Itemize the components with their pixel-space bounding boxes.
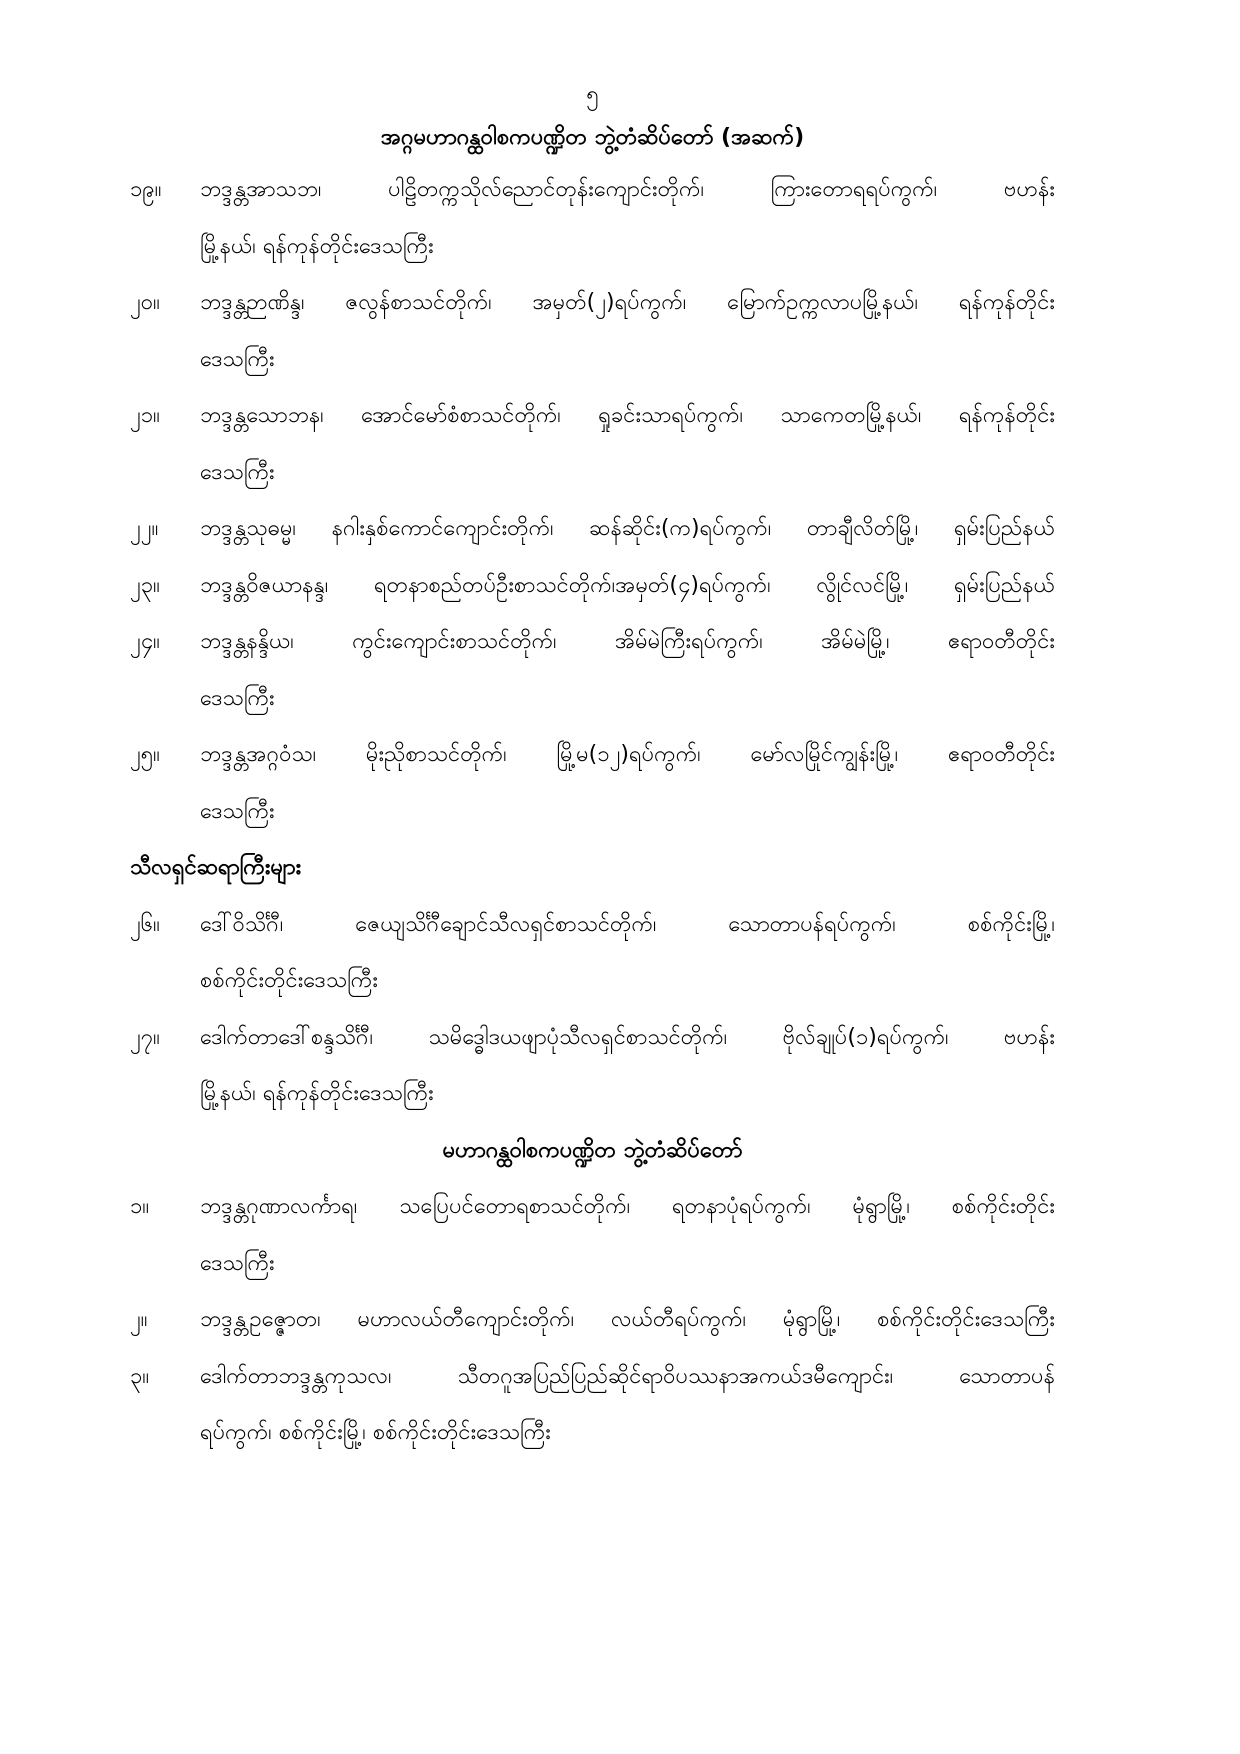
item-number: ၂၇။: [130, 1024, 160, 1050]
list-item: [130, 501, 1055, 558]
item-number: ၁၉။: [130, 177, 162, 202]
item-text: [200, 1292, 1055, 1349]
item-number: ၂။: [130, 1307, 148, 1332]
item-text-line: ရပ်ကွက်၊ စစ်ကိုင်းမြို့၊ စစ်ကိုင်းတိုင်းဒေသကြီး: [200, 1420, 551, 1445]
list-item: [130, 162, 1055, 275]
item-number: ၂၁။: [130, 403, 160, 428]
honoree-list-agga-maha: [130, 162, 1055, 840]
nuns-subheading: သီလရှင်ဆရာကြီးများ: [130, 855, 302, 880]
section-heading-maha: မဟာဂန္ထဝါစကပဏ္ဍိတ ဘွဲ့တံဆိပ်တော်: [442, 1137, 743, 1163]
item-text-line: ဘဒ္ဒန္တဥဇ္ဇောတ၊ မဟာလယ်တီကျောင်းတိုက်၊ လယ်တီရပ်ကွက်၊ မုံရွာမြို့၊ စစ်ကိုင်းတိုင်းဒေသကြီး: [200, 1307, 1055, 1332]
item-text-line: ဒေါက်တာဘဒ္ဒန္တကုသလ၊ သီတဂူအပြည်ပြည်ဆိုင်ရာဝိပဿနာအကယ်ဒမီကျောင်း၊ သောတာပန်: [200, 1363, 1055, 1389]
item-text-line: မြို့နယ်၊ ရန်ကုန်တိုင်းဒေသကြီး: [200, 1081, 434, 1106]
item-number: ၃။: [130, 1363, 150, 1389]
list-item: [130, 1010, 1055, 1123]
item-text: [200, 614, 1055, 727]
list-item: [130, 897, 1055, 1010]
item-number: ၂၃။: [130, 572, 160, 598]
item-text: [200, 162, 1055, 275]
item-text-line: ဘဒ္ဒန္တဂုဏာလင်္ကာရ၊ သပြေပင်တောရစာသင်တိုက်၊ ရတနာပုံရပ်ကွက်၊ မုံရွာမြို့၊ စစ်ကိုင်းတိုင်း: [200, 1194, 1055, 1219]
list-item: [130, 1292, 1055, 1349]
item-text-line: ဒေါ်ဝိသိင်္ဂီ၊ ဇေယျသိင်္ဂီချောင်သီလရှင်စာသင်တိုက်၊ သောတာပန်ရပ်ကွက်၊ စစ်ကိုင်းမြို့၊: [200, 911, 1055, 937]
item-text-line: ဒေသကြီး: [200, 459, 275, 485]
item-number: ၂၂။: [130, 516, 159, 541]
list-item: [130, 1349, 1055, 1462]
item-number: ၂၀။: [130, 290, 160, 315]
item-text-line: ဘဒ္ဒန္တဉာဏိန္ဒ၊ ဇလွန်စာသင်တိုက်၊ အမှတ်(၂)ရပ်ကွက်၊ မြောက်ဥက္ကလာပမြို့နယ်၊ ရန်ကုန်တိုင်း: [200, 290, 1055, 315]
item-text: [200, 558, 1055, 615]
list-item: [130, 275, 1055, 388]
list-item: [130, 727, 1055, 840]
item-text-line: ဒေသကြီး: [200, 685, 275, 711]
item-number: ၂၆။: [130, 911, 160, 937]
item-text-line: ဒေါက်တာဒေါ်စန္ဒသိင်္ဂီ၊ သမိဒ္ဓေါဒယဖျာပုံသီလရှင်စာသင်တိုက်၊ ဗိုလ်ချုပ်(၁)ရပ်ကွက်၊ ဗဟန်း: [200, 1024, 1055, 1050]
item-text: [200, 275, 1055, 388]
item-text-line: ဒေသကြီး: [200, 798, 275, 824]
item-text: [200, 727, 1055, 840]
list-item: [130, 614, 1055, 727]
item-number: ၂၅။: [130, 742, 160, 767]
page-number: ၅: [586, 82, 599, 107]
honoree-list-nuns: [130, 897, 1055, 1123]
item-text: [200, 897, 1055, 1010]
item-text-line: ဘဒ္ဒန္တအာသဘ၊ ပါဠိတက္ကသိုလ်ညောင်တုန်းကျောင်းတိုက်၊ ကြားတောရရပ်ကွက်၊ ဗဟန်း: [200, 177, 1055, 202]
item-text: [200, 1010, 1055, 1123]
item-number: ၁။: [130, 1194, 150, 1219]
item-text-line: ဒေသကြီး: [200, 1250, 275, 1276]
list-item: [130, 1179, 1055, 1292]
item-text: [200, 501, 1055, 558]
item-text-line: ဘဒ္ဒန္တအဂ္ဂဝံသ၊ မိုးညိုစာသင်တိုက်၊ မြို့မ(၁၂)ရပ်ကွက်၊ မော်လမြိုင်ကျွန်းမြို့၊ ဧရာဝတီတိုင်း: [200, 742, 1055, 767]
item-text-line: စစ်ကိုင်းတိုင်းဒေသကြီး: [200, 968, 378, 993]
item-text-line: ဒေသကြီး: [200, 346, 275, 372]
list-item: [130, 388, 1055, 501]
list-item: [130, 558, 1055, 615]
item-number: ၂၄။: [130, 629, 160, 654]
item-text-line: ဘဒ္ဒန္တသုဓမ္မ၊ နဂါးနှစ်ကောင်ကျောင်းတိုက်၊ ဆန်ဆိုင်း(က)ရပ်ကွက်၊ တာချီလိတ်မြို့၊ ရှမ်းပြည်နယ်: [200, 516, 1055, 541]
section-title: အဂ္ဂမဟာဂန္ထဝါစကပဏ္ဍိတ ဘွဲ့တံဆိပ်တော် (အဆက်): [380, 125, 805, 150]
item-text-line: ဘဒ္ဒန္တဝိဇယာနန္ဒ၊ ရတနာစည်တပ်ဦးစာသင်တိုက်၊အမှတ်(၄)ရပ်ကွက်၊ လွိုင်လင်မြို့၊ ရှမ်းပြည်နယ်: [200, 572, 1055, 598]
item-text: [200, 388, 1055, 501]
item-text-line: မြို့နယ်၊ ရန်ကုန်တိုင်းဒေသကြီး: [200, 233, 434, 259]
honoree-list-maha: [130, 1179, 1055, 1462]
item-text: [200, 1349, 1055, 1462]
item-text-line: ဘဒ္ဒန္တသောဘန၊ အောင်မော်စံစာသင်တိုက်၊ ရှုခင်းသာရပ်ကွက်၊ သာကေတမြို့နယ်၊ ရန်ကုန်တိုင်း: [200, 403, 1055, 428]
item-text-line: ဘဒ္ဒန္တနန္ဒိယ၊ ကွင်းကျောင်းစာသင်တိုက်၊ အိမ်မဲကြီးရပ်ကွက်၊ အိမ်မဲမြို့၊ ဧရာဝတီတိုင်း: [200, 629, 1055, 654]
item-text: [200, 1179, 1055, 1292]
